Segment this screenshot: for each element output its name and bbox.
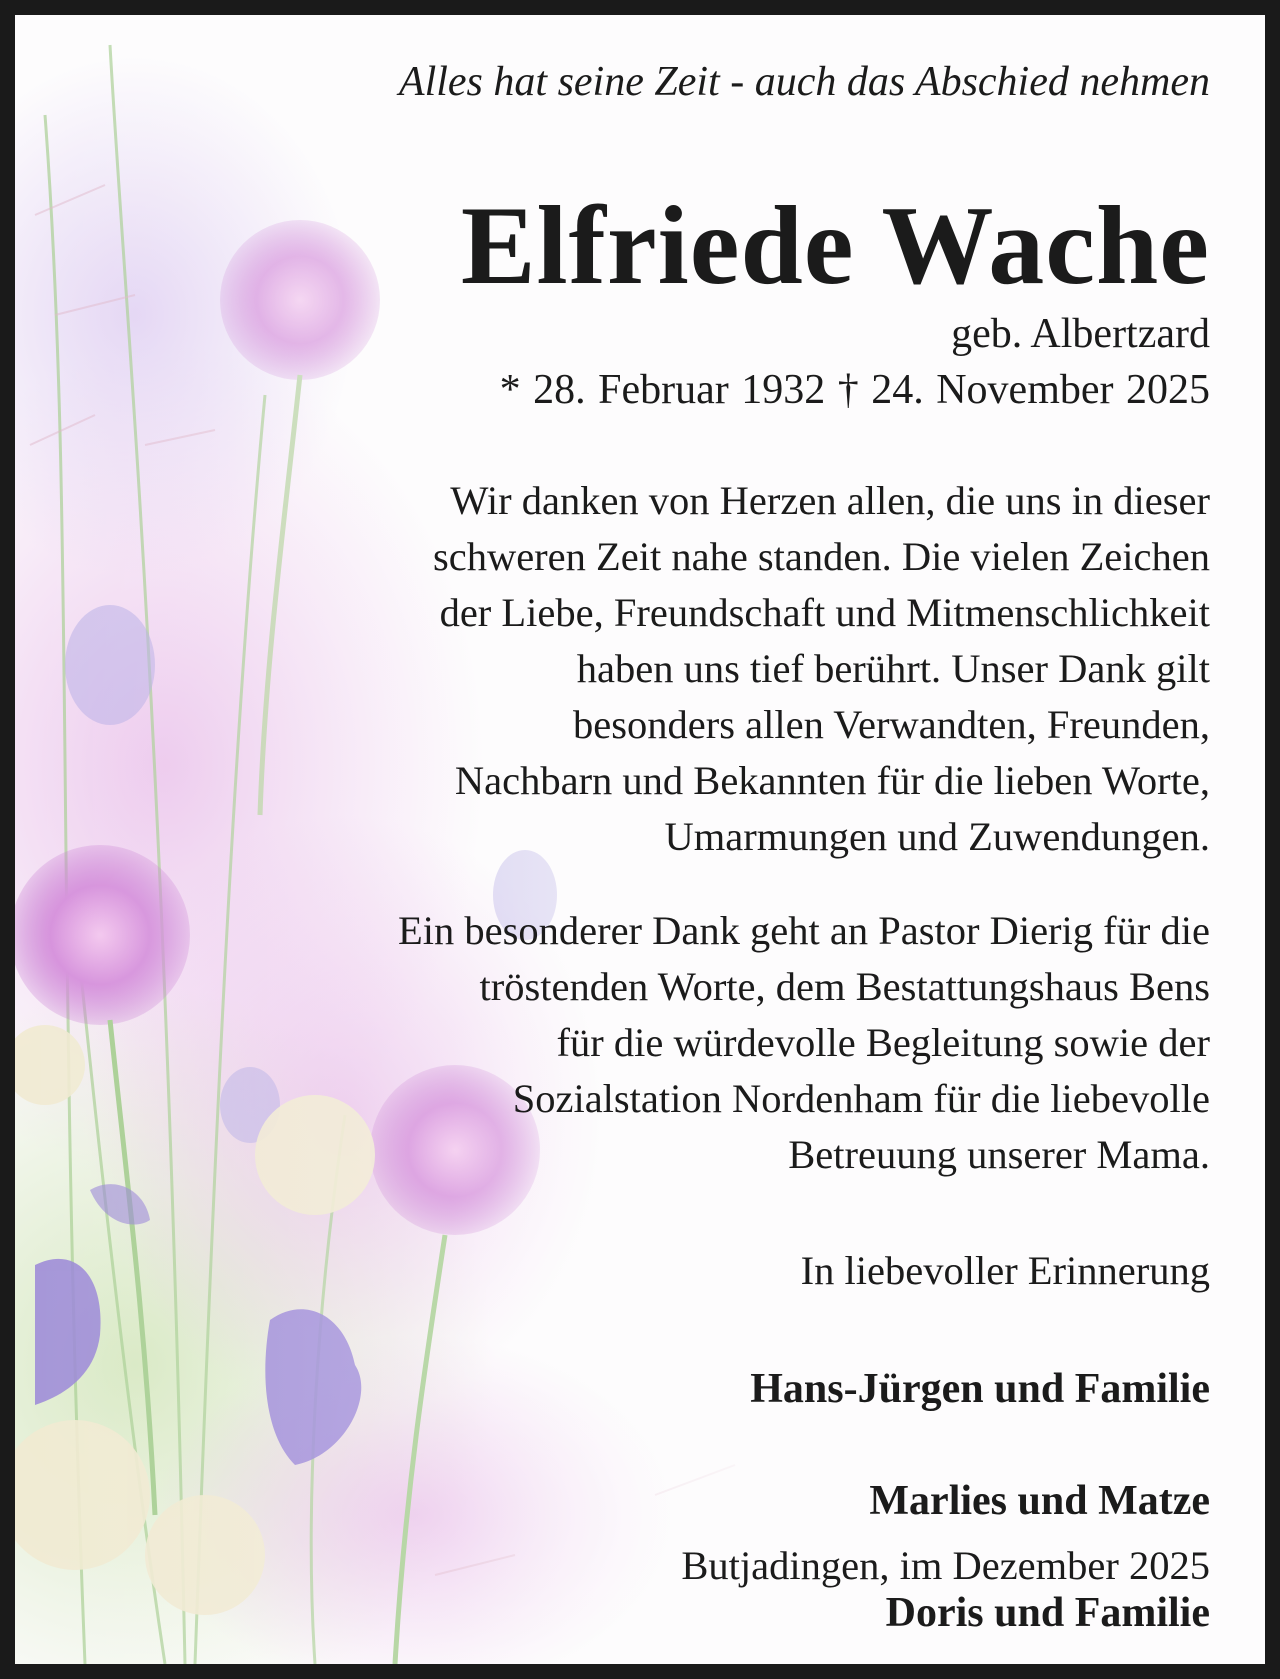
- birth-name: geb. Albertzard: [951, 311, 1210, 357]
- mourner-name: Marlies und Matze: [869, 1478, 1210, 1524]
- obituary-card: [15, 15, 1265, 1664]
- thank-you-paragraph: Wir danken von Herzen allen, die uns in dieser schweren Zeit nahe standen. Die vielen Zeichen der Liebe, Freundschaft und Mitmenschlichkeit haben uns tief berührt. Unser Dank gilt besonders allen Verwandten, Freunden, Nachbarn und Bekannten für die lieben Worte, Umarmungen und Zuwendungen.: [432, 478, 1210, 859]
- mourner-name: Doris und Familie: [885, 1590, 1210, 1636]
- mourners-list: [750, 1305, 1210, 1664]
- life-dates: * 28. Februar 1932 † 24. November 2025: [499, 367, 1210, 413]
- mourner-name: Hans-Jürgen und Familie: [750, 1366, 1210, 1412]
- special-thanks-paragraph: Ein besonderer Dank geht an Pastor Dierig für die tröstenden Worte, dem Bestattungshaus Bens für die würdevolle Begleitung sowie der Sozialstation Nordenham für die liebevolle Betreuung unserer Mama.: [398, 908, 1210, 1177]
- place-and-date: Butjadingen, im Dezember 2025: [681, 1543, 1210, 1588]
- motto: Alles hat seine Zeit - auch das Abschied nehmen: [398, 59, 1210, 105]
- deceased-name: Elfriede Wache: [460, 184, 1210, 308]
- closing-line: In liebevoller Erinnerung: [800, 1248, 1210, 1293]
